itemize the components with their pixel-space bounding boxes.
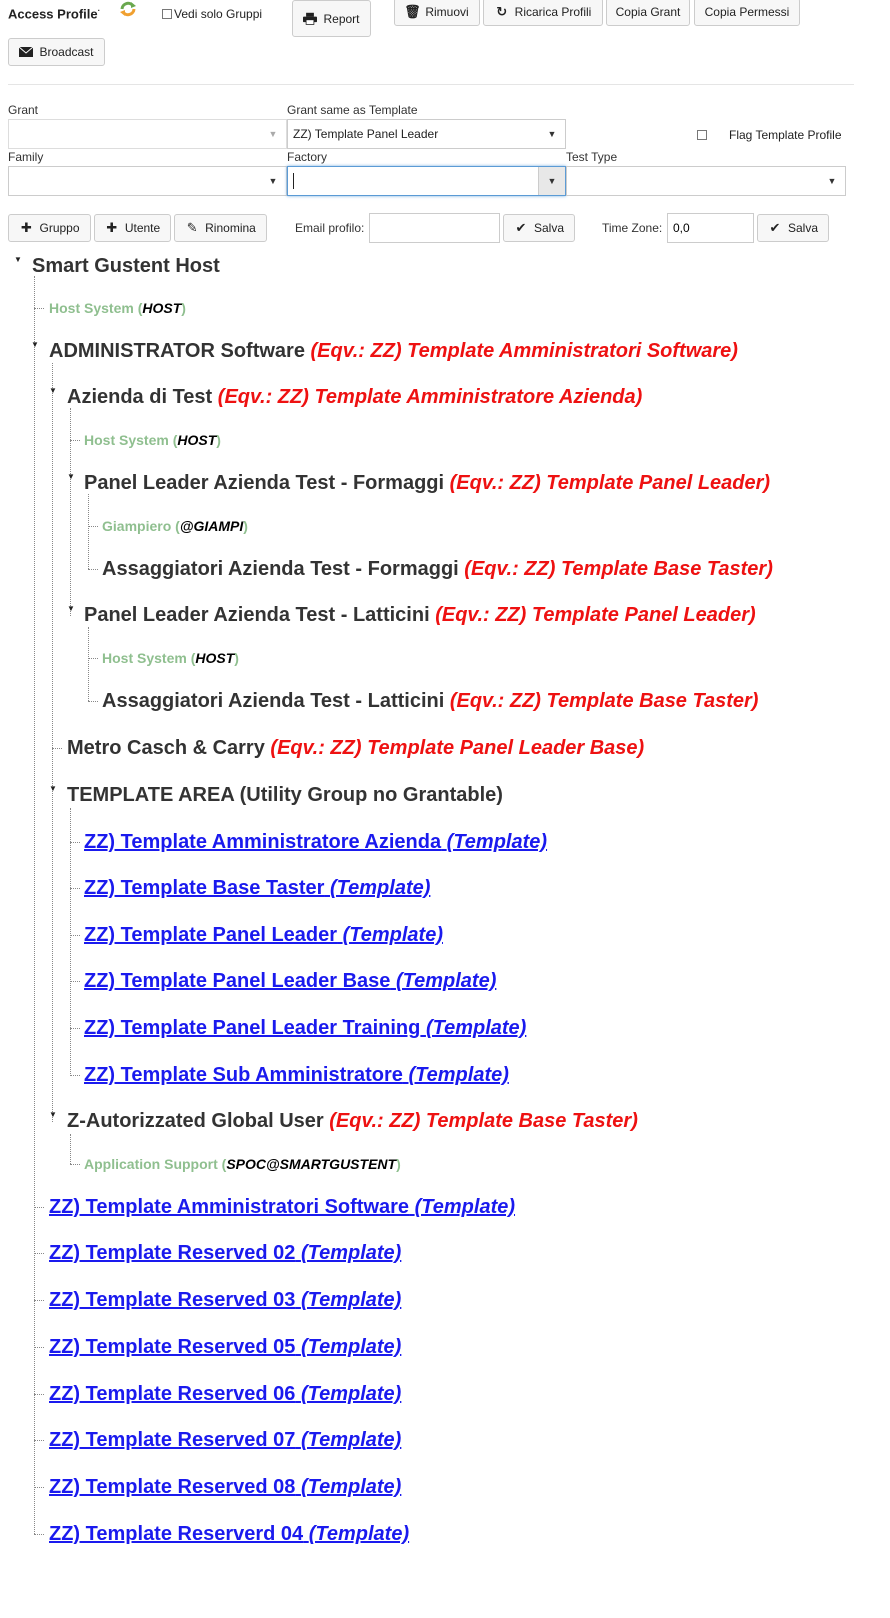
- tree-branch: [70, 440, 80, 441]
- tree-branch: [70, 981, 80, 982]
- vedi-checkbox-label: Vedi solo Gruppi: [174, 7, 263, 21]
- tree-branch: [70, 1075, 80, 1076]
- user-name: Host System: [102, 650, 187, 666]
- factory-input-cursor[interactable]: [293, 173, 294, 189]
- user-name: Application Support: [84, 1156, 218, 1172]
- tree-branch: [88, 701, 98, 702]
- template-suffix: (Template): [425, 1017, 527, 1039]
- tree-template-link[interactable]: [49, 1522, 409, 1546]
- user-code: SPOC@SMARTGUSTENT: [226, 1156, 397, 1172]
- report-button[interactable]: [292, 0, 371, 37]
- tree-branch: [34, 1207, 44, 1208]
- add-user-button[interactable]: [94, 214, 171, 242]
- template-name: ZZ) Template Panel Leader: [84, 924, 338, 946]
- template-suffix: (Template): [300, 1476, 402, 1498]
- template-suffix: (Template): [308, 1523, 410, 1545]
- tree-line-template-area: [70, 808, 71, 1076]
- node-name: Panel Leader Azienda Test - Latticini: [84, 604, 430, 626]
- template-name: ZZ) Template Panel Leader Training: [84, 1017, 421, 1039]
- tree-branch: [52, 748, 62, 749]
- test-type-label: Test Type: [566, 150, 618, 164]
- tree-template-link[interactable]: [49, 1335, 401, 1359]
- template-suffix: (Template): [408, 1064, 509, 1086]
- tree-branch: [70, 1164, 80, 1165]
- utente-label: Utente: [124, 221, 161, 235]
- node-equivalent: (Eqv.: ZZ) Template Base Taster): [329, 1110, 638, 1132]
- plus-icon: ✚: [106, 220, 118, 235]
- tree-branch: [88, 569, 98, 570]
- tree-template-link[interactable]: [49, 1241, 401, 1265]
- template-name: ZZ) Template Amministratore Azienda: [84, 831, 442, 853]
- template-name: ZZ) Template Reserved 07: [49, 1429, 296, 1451]
- node-equivalent: (Eqv.: ZZ) Template Base Taster): [449, 690, 759, 712]
- family-label: Family: [8, 150, 44, 164]
- grant-select[interactable]: [8, 119, 287, 149]
- template-name: ZZ) Template Reserved 03: [49, 1289, 296, 1311]
- node-equivalent: (Eqv.: ZZ) Template Panel Leader): [449, 472, 771, 494]
- template-name: ZZ) Template Reserved 02: [49, 1242, 296, 1264]
- tree-template-link[interactable]: [84, 1016, 526, 1040]
- template-name: ZZ) Template Reserved 08: [49, 1476, 296, 1498]
- tree-line-admin: [52, 363, 53, 1122]
- broadcast-label: Broadcast: [39, 45, 94, 59]
- factory-combobox[interactable]: [287, 166, 566, 196]
- template-suffix: (Template): [395, 970, 497, 992]
- tree-node-root[interactable]: Smart Gustent Host: [32, 255, 220, 277]
- factory-label: Factory: [287, 150, 328, 164]
- tree-node-z-autorizzated[interactable]: [67, 1109, 638, 1133]
- toolbar-divider: [8, 84, 854, 85]
- tree-node-panel-leader-formaggi[interactable]: [84, 471, 770, 495]
- tree-branch: [34, 308, 44, 309]
- gruppo-label: Gruppo: [39, 221, 80, 235]
- reload-icon: ↻: [496, 4, 508, 19]
- save-email-button[interactable]: [503, 214, 575, 242]
- tree-template-link[interactable]: [49, 1475, 401, 1499]
- user-code: HOST: [195, 650, 235, 666]
- node-name: Azienda di Test: [67, 386, 213, 408]
- rimuovi-label: Rimuovi: [425, 5, 469, 19]
- family-select[interactable]: [8, 166, 287, 196]
- ricarica-profili-button[interactable]: [483, 0, 603, 26]
- tree-template-link[interactable]: [84, 1063, 509, 1087]
- tree-template-link[interactable]: [49, 1382, 401, 1406]
- node-equivalent: (Eqv.: ZZ) Template Amministratori Software): [310, 340, 738, 362]
- page-title-text: Access Profile: [8, 6, 98, 22]
- template-name: ZZ) Template Reserved 06: [49, 1383, 296, 1405]
- chevron-down-icon[interactable]: ▼: [538, 167, 565, 195]
- node-equivalent: (Eqv.: ZZ) Template Panel Leader): [435, 604, 756, 626]
- page-title-sup: ·: [97, 6, 101, 15]
- tree-template-link[interactable]: [84, 876, 430, 900]
- collapse-toggle-icon[interactable]: ▼: [49, 386, 57, 395]
- tree-user-host-system[interactable]: Host System (HOST): [49, 300, 186, 316]
- tree-line-plform: [88, 494, 89, 569]
- broadcast-button[interactable]: [8, 38, 105, 66]
- tree-node-metro[interactable]: [67, 736, 644, 760]
- envelope-icon: [19, 47, 33, 57]
- trash-icon: 🗑: [404, 4, 421, 19]
- node-name: Metro Casch & Carry: [67, 737, 265, 759]
- template-name: ZZ) Template Reserverd 04: [49, 1523, 304, 1545]
- tree-user-giampiero[interactable]: Giampiero (@GIAMPI): [102, 518, 248, 534]
- tree-branch: [34, 1487, 44, 1488]
- email-profilo-input[interactable]: [369, 213, 500, 243]
- tree-template-link[interactable]: [49, 1288, 401, 1312]
- tree-branch: [70, 888, 80, 889]
- chevron-down-icon: ▼: [827, 176, 837, 186]
- collapse-toggle-icon[interactable]: ▼: [14, 255, 22, 264]
- add-group-button[interactable]: [8, 214, 91, 242]
- flag-template-checkbox[interactable]: [697, 128, 842, 142]
- checkmark-icon: ✔: [769, 220, 781, 235]
- template-name: ZZ) Template Reserved 05: [49, 1336, 296, 1358]
- tree-user-host-system[interactable]: Host System (HOST): [84, 432, 221, 448]
- collapse-toggle-icon[interactable]: ▼: [49, 784, 57, 793]
- ricarica-label: Ricarica Profili: [514, 5, 592, 19]
- node-name: Assaggiatori Azienda Test - Latticini: [102, 690, 445, 712]
- refresh-icon[interactable]: [118, 0, 138, 18]
- chevron-down-icon: ▼: [268, 176, 278, 186]
- user-code: HOST: [177, 432, 217, 448]
- grant-same-select[interactable]: [287, 119, 566, 149]
- user-name: Giampiero: [102, 518, 172, 534]
- tree-template-link[interactable]: [49, 1195, 515, 1219]
- template-suffix: (Template): [342, 924, 443, 946]
- tree-branch: [70, 935, 80, 936]
- chevron-down-icon: ▼: [268, 129, 278, 139]
- tree-node-admin-software[interactable]: [49, 339, 738, 363]
- node-name: Panel Leader Azienda Test - Formaggi: [84, 472, 445, 494]
- tree-line-zauth: [70, 1134, 71, 1164]
- time-zone-input[interactable]: [667, 213, 754, 243]
- tree-node-assaggiatori-latticini[interactable]: [102, 689, 758, 713]
- user-code: @GIAMPI: [179, 518, 244, 534]
- tree-user-host-system[interactable]: Host System (HOST): [102, 650, 239, 666]
- tree-branch: [34, 1534, 44, 1535]
- tree-node-assaggiatori-formaggi[interactable]: [102, 557, 773, 581]
- tree-template-link[interactable]: [84, 830, 547, 854]
- template-suffix: (Template): [330, 877, 431, 899]
- tree-line-root: [34, 276, 35, 1534]
- vedi-checkbox-box[interactable]: [162, 9, 172, 19]
- plus-icon: ✚: [21, 220, 32, 235]
- copia-permessi-label: Copia Permessi: [704, 5, 790, 19]
- grant-label: Grant: [8, 103, 39, 117]
- copia-grant-label: Copia Grant: [615, 5, 681, 19]
- user-name: Host System: [84, 432, 169, 448]
- tree-branch: [34, 1440, 44, 1441]
- template-suffix: (Template): [300, 1242, 402, 1264]
- template-suffix: (Template): [446, 831, 548, 853]
- tree-branch: [70, 1028, 80, 1029]
- tree-template-link[interactable]: [49, 1428, 401, 1452]
- node-name: Z-Autorizzated Global User: [67, 1110, 324, 1132]
- tree-node-panel-leader-latticini[interactable]: [84, 603, 756, 627]
- template-name: ZZ) Template Sub Amministratore: [84, 1064, 403, 1086]
- rename-button[interactable]: [174, 214, 267, 242]
- grant-same-label: Grant same as Template: [287, 103, 418, 117]
- salva2-label: Salva: [787, 221, 819, 235]
- grant-same-value: ZZ) Template Panel Leader: [293, 127, 439, 141]
- collapse-toggle-icon[interactable]: ▼: [49, 1110, 57, 1119]
- time-zone-label: Time Zone:: [602, 221, 663, 235]
- tree-branch: [34, 1253, 44, 1254]
- node-equivalent: (Eqv.: ZZ) Template Base Taster): [464, 558, 773, 580]
- tree-user-application-support[interactable]: Application Support (SPOC@SMARTGUSTENT): [84, 1156, 401, 1172]
- collapse-toggle-icon[interactable]: ▼: [31, 340, 39, 349]
- template-name: ZZ) Template Base Taster: [84, 877, 325, 899]
- template-suffix: (Template): [300, 1429, 402, 1451]
- tree-branch: [34, 1394, 44, 1395]
- node-equivalent: (Eqv.: ZZ) Template Amministratore Azienda): [217, 386, 643, 408]
- template-suffix: (Template): [300, 1336, 402, 1358]
- flag-template-label: Flag Template Profile: [729, 128, 842, 142]
- email-profilo-label: Email profilo:: [295, 221, 365, 235]
- template-suffix: (Template): [300, 1289, 402, 1311]
- salva-label: Salva: [533, 221, 565, 235]
- chevron-down-icon: ▼: [547, 129, 557, 139]
- node-name: ADMINISTRATOR Software: [49, 340, 305, 362]
- template-name: ZZ) Template Amministratori Software: [49, 1196, 410, 1218]
- user-code: HOST: [142, 300, 182, 316]
- printer-icon: [303, 11, 317, 27]
- tree-branch: [88, 658, 98, 659]
- template-suffix: (Template): [300, 1383, 402, 1405]
- rimuovi-button[interactable]: [394, 0, 480, 26]
- tree-branch: [34, 1300, 44, 1301]
- tree-node-azienda-di-test[interactable]: [67, 385, 642, 409]
- tree-branch: [70, 842, 80, 843]
- save-timezone-button[interactable]: [757, 214, 829, 242]
- tree-line-pllatt: [88, 627, 89, 701]
- page-title: [8, 6, 100, 21]
- copia-permessi-button[interactable]: [694, 0, 800, 26]
- tree-node-template-area[interactable]: TEMPLATE AREA (Utility Group no Grantable): [67, 784, 503, 806]
- collapse-toggle-icon[interactable]: ▼: [67, 472, 75, 481]
- vedi-solo-gruppi-checkbox[interactable]: [162, 7, 262, 21]
- user-name: Host System: [49, 300, 134, 316]
- template-name: ZZ) Template Panel Leader Base: [84, 970, 391, 992]
- test-type-select[interactable]: [566, 166, 846, 196]
- node-name: Assaggiatori Azienda Test - Formaggi: [102, 558, 459, 580]
- flag-template-box[interactable]: [697, 130, 707, 140]
- tree-branch: [88, 526, 98, 527]
- tree-branch: [34, 1347, 44, 1348]
- checkmark-icon: ✔: [515, 220, 527, 235]
- tree-template-link[interactable]: [84, 923, 443, 947]
- copia-grant-button[interactable]: [606, 0, 690, 26]
- pencil-icon: ✎: [186, 220, 198, 235]
- template-suffix: (Template): [414, 1196, 516, 1218]
- rinomina-label: Rinomina: [205, 221, 256, 235]
- collapse-toggle-icon[interactable]: ▼: [67, 604, 75, 613]
- node-equivalent: (Eqv.: ZZ) Template Panel Leader Base): [270, 737, 645, 759]
- tree-template-link[interactable]: [84, 969, 496, 993]
- report-label: Report: [323, 11, 360, 26]
